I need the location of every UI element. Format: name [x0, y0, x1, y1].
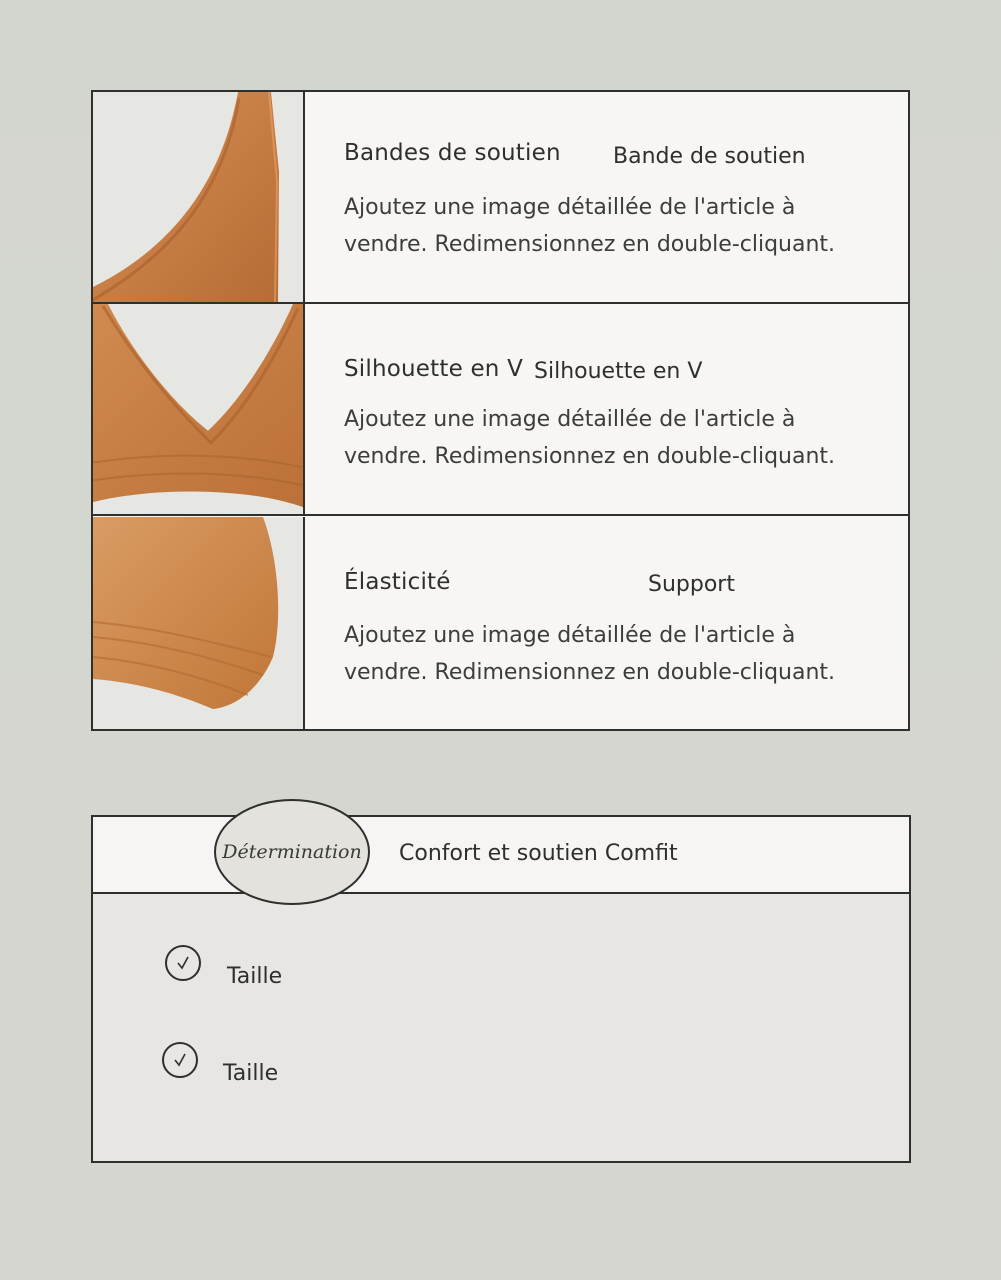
- bra-band-image: [93, 517, 303, 729]
- feature-subtitle: Bande de soutien: [613, 144, 806, 169]
- product-image[interactable]: [93, 92, 305, 302]
- check-circle-icon: [165, 945, 201, 981]
- bra-v-neck-image: [93, 304, 303, 514]
- feature-table: [91, 90, 910, 731]
- feature-subtitle: Silhouette en V: [534, 359, 703, 384]
- feature-subtitle: Support: [648, 572, 735, 597]
- feature-description: Ajoutez une image détaillée de l'article à vendre. Redimensionnez en double-cliquant.: [344, 623, 836, 685]
- badge-label: Détermination: [222, 841, 362, 863]
- promo-title: Confort et soutien Comfit: [399, 841, 678, 866]
- feature-row: [93, 92, 908, 304]
- checklist-label: Taille: [227, 964, 283, 989]
- feature-title: Bandes de soutien: [344, 140, 561, 166]
- determination-badge: [214, 799, 370, 905]
- feature-title: Silhouette en V: [344, 356, 524, 382]
- promo-panel: [91, 815, 911, 1163]
- feature-row: [93, 304, 908, 516]
- product-image[interactable]: [93, 304, 305, 514]
- bra-strap-image: [93, 92, 303, 302]
- feature-title: Élasticité: [344, 569, 451, 595]
- checklist-label: Taille: [223, 1061, 279, 1086]
- product-image[interactable]: [93, 517, 305, 729]
- feature-row: [93, 517, 908, 729]
- feature-description: Ajoutez une image détaillée de l'article à vendre. Redimensionnez en double-cliquant.: [344, 407, 836, 469]
- check-circle-icon: [162, 1042, 198, 1078]
- feature-description: Ajoutez une image détaillée de l'article à vendre. Redimensionnez en double-cliquant.: [344, 195, 836, 257]
